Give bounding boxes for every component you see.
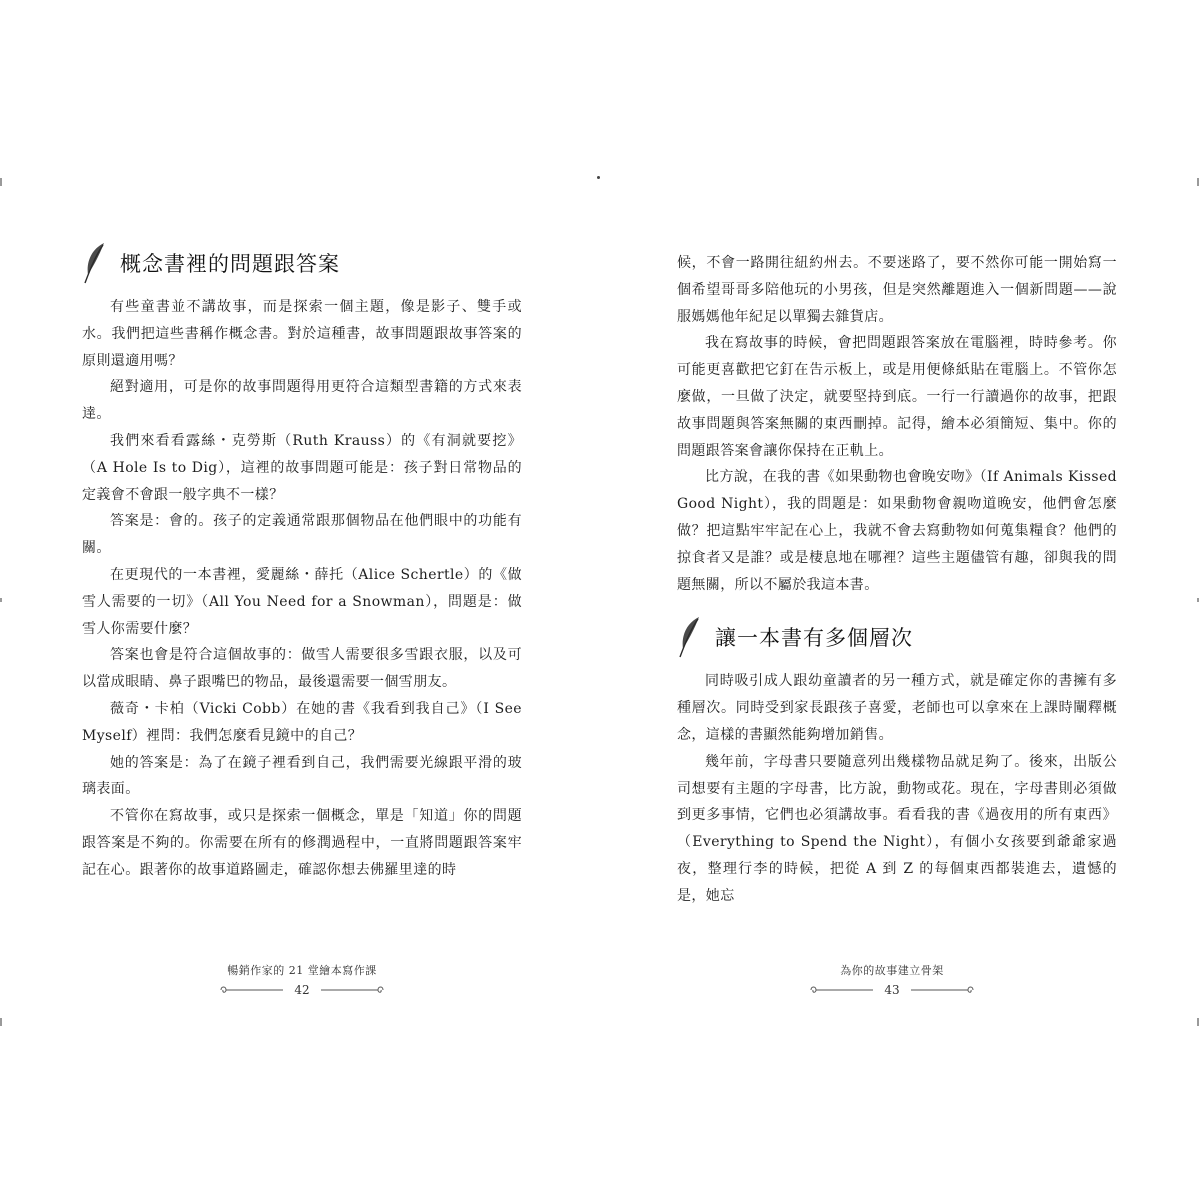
page-number: 42 — [294, 983, 310, 997]
scroll-ornament-icon — [319, 984, 387, 996]
scroll-ornament-icon — [217, 984, 285, 996]
crop-mark — [0, 598, 2, 602]
scroll-ornament-icon — [807, 984, 875, 996]
paragraph: 比方說，在我的書《如果動物也會晚安吻》（If Animals Kissed Good Night），我的問題是：如果動物會親吻道晚安，他們會怎麼做？把這點牢牢記在心上，我就不會去寫動物如何蒐集糧食？他們的掠食者又是誰？或是棲息地在哪裡？這些主題儘管有趣，卻與我的問題無關，所以不屬於我這本書。 — [677, 469, 1117, 593]
paragraph: 我們來看看露絲・克勞斯（Ruth Krauss）的《有洞就要挖》（A Hole Is to Dig），這裡的故事問題可能是：孩子對日常物品的定義會不會跟一般字典不一樣？ — [82, 432, 522, 503]
page-number: 43 — [884, 983, 900, 997]
crop-mark — [0, 1018, 2, 1026]
center-mark — [597, 176, 600, 179]
running-footer-title: 為你的故事建立骨架 — [840, 964, 944, 977]
paragraph: 絕對適用，可是你的故事問題得用更符合這類型書籍的方式來表達。 — [82, 379, 522, 423]
scroll-ornament-icon — [909, 984, 977, 996]
right-page — [677, 250, 1117, 910]
paragraph: 答案也會是符合這個故事的：做雪人需要很多雪跟衣服，以及可以當成眼睛、鼻子跟嘴巴的物品，最後還需要一個雪朋友。 — [82, 647, 522, 691]
crop-mark — [0, 178, 2, 186]
paragraph: 不管你在寫故事，或只是探索一個概念，單是「知道」你的問題跟答案是不夠的。你需要在所有的修潤過程中，一直將問題跟答案牢記在心。跟著你的故事道路圖走，確認你想去佛羅里達的時 — [82, 808, 522, 878]
paragraph: 幾年前，字母書只要隨意列出幾樣物品就足夠了。後來，出版公司想要有主題的字母書，比方說，動物或花。現在，字母書則必須做到更多事情，它們也必須講故事。看看我的書《過夜用的所有東西》（Everything to Spend the Night），有個小女孩要到爺爺家過夜，整理行李的時候，把從 A 到 Z 的每個東西都裝進去，遺憾的是，她忘 — [677, 753, 1117, 904]
right-page-footer — [802, 962, 982, 997]
crop-mark — [1197, 1018, 1199, 1026]
paragraph: 我在寫故事的時候，會把問題跟答案放在電腦裡，時時參考。你可能更喜歡把它釘在告示板上，或是用便條紙貼在電腦上。不管你怎麼做，一旦做了決定，就要堅持到底。一行一行讀過你的故事，把跟故事問題與答案無關的東西刪掉。記得，繪本必須簡短、集中。你的問題跟答案會讓你保持在正軌上。 — [677, 335, 1117, 459]
paragraph: 她的答案是：為了在鏡子裡看到自己，我們需要光線跟平滑的玻璃表面。 — [82, 754, 522, 798]
paragraph: 答案是：會的。孩子的定義通常跟那個物品在他們眼中的功能有關。 — [82, 513, 522, 557]
crop-mark — [1197, 178, 1199, 186]
paragraph: 候，不會一路開往紐約州去。不要迷路了，要不然你可能一開始寫一個希望哥哥多陪他玩的小男孩，但是突然離題進入一個新問題——說服媽媽他年紀足以單獨去雜貨店。 — [677, 255, 1117, 325]
quill-feather-icon — [677, 615, 703, 659]
paragraph: 在更現代的一本書裡，愛麗絲・薛托（Alice Schertle）的《做雪人需要的一切》（All You Need for a Snowman），問題是：做雪人你需要什麼？ — [82, 566, 522, 637]
crop-mark — [1197, 598, 1199, 602]
left-page — [82, 238, 522, 884]
section-title: 概念書裡的問題跟答案 — [120, 252, 340, 276]
paragraph: 同時吸引成人跟幼童讀者的另一種方式，就是確定你的書擁有多種層次。同時受到家長跟孩子喜愛，老師也可以拿來在上課時闡釋概念，這樣的書顯然能夠增加銷售。 — [677, 673, 1117, 743]
quill-feather-icon — [82, 241, 108, 285]
left-page-footer — [212, 962, 392, 997]
section-title: 讓一本書有多個層次 — [715, 626, 913, 651]
running-footer-title: 暢銷作家的 21 堂繪本寫作課 — [227, 964, 377, 977]
section-heading — [82, 238, 522, 288]
paragraph: 薇奇・卡柏（Vicki Cobb）在她的書《我看到我自己》（I See Myself）裡問：我們怎麼看見鏡中的自己？ — [82, 700, 522, 744]
section-heading — [677, 612, 1117, 662]
paragraph: 有些童書並不講故事，而是探索一個主題，像是影子、雙手或水。我們把這些書稱作概念書。對於這種書，故事問題跟故事答案的原則還適用嗎？ — [82, 299, 522, 369]
